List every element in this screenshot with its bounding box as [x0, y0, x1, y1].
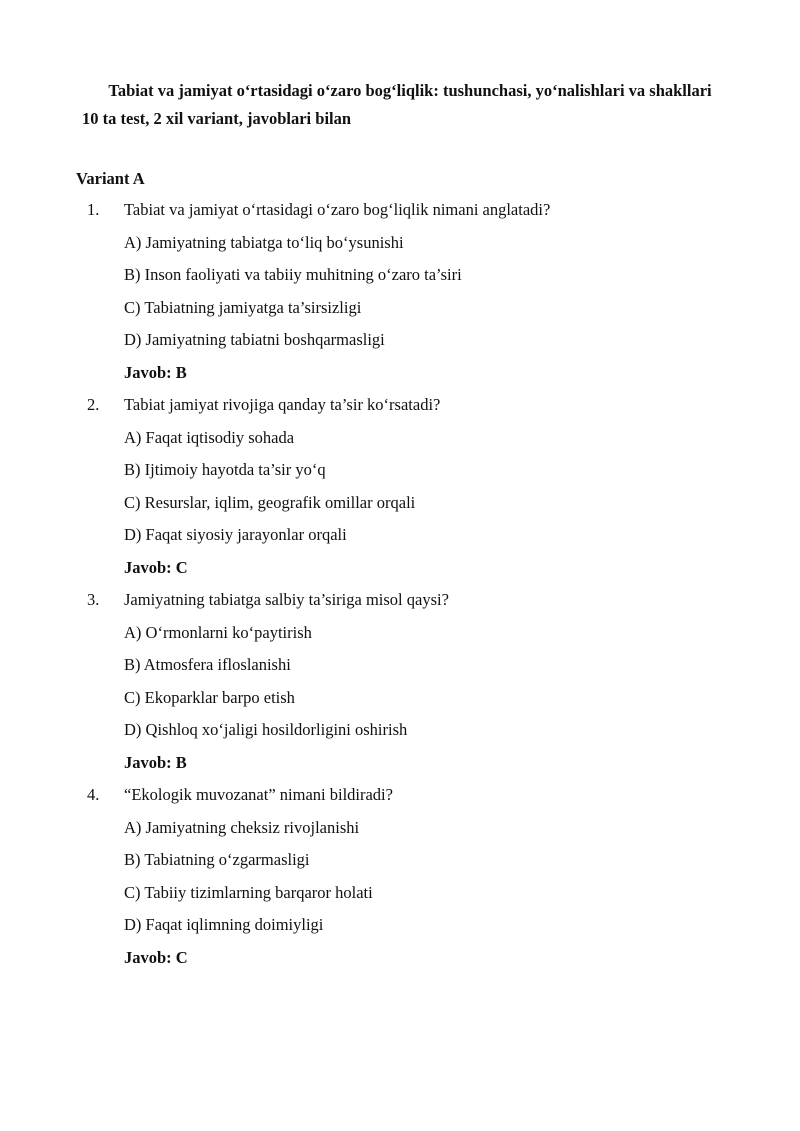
question-line: [80, 389, 720, 422]
answer-option: D) Jamiyatning tabiatni boshqarmasligi: [124, 330, 385, 349]
question-item: [80, 584, 720, 779]
answer-option: C) Tabiiy tizimlarning barqaror holati: [124, 882, 373, 902]
document-subtitle: 10 ta test, 2 xil variant, javoblari bilan: [82, 109, 352, 128]
question-number: 4.: [87, 785, 100, 804]
answer-option: C) Tabiatning jamiyatga ta’sirsizligi: [124, 297, 362, 317]
answer-option: A) Faqat iqtisodiy sohada: [124, 427, 295, 447]
answer-option: A) Jamiyatning tabiatga to‘liq bo‘ysunishi: [124, 232, 404, 252]
answer-key: Javob: C: [124, 557, 188, 577]
question-text: Tabiat va jamiyat o‘rtasidagi o‘zaro bog‘liqlik nimani anglatadi?: [124, 200, 551, 219]
question-text: Tabiat jamiyat rivojiga qanday ta’sir ko‘rsatadi?: [124, 395, 441, 414]
variant-heading: Variant A: [76, 169, 145, 188]
question-number: 3.: [87, 590, 100, 609]
question-item: [80, 779, 720, 974]
question-line: [80, 584, 720, 617]
answer-option: B) Atmosfera ifloslanishi: [124, 655, 291, 674]
question-list: [80, 194, 720, 974]
answer-key: Javob: C: [124, 947, 188, 967]
question-item: [80, 389, 720, 584]
answer-option: B) Tabiatning o‘zgarmasligi: [124, 850, 310, 869]
question-number: 1.: [87, 200, 100, 219]
answer-option: A) Jamiyatning cheksiz rivojlanishi: [124, 817, 360, 837]
question-line: [80, 194, 720, 227]
answer-key: Javob: B: [124, 362, 187, 382]
document-title: Tabiat va jamiyat o‘rtasidagi o‘zaro bog‘liqlik: tushunchasi, yo‘nalishlari va shakllari: [108, 81, 712, 100]
question-text: Jamiyatning tabiatga salbiy ta’siriga misol qaysi?: [124, 590, 449, 609]
answer-option: D) Faqat siyosiy jarayonlar orqali: [124, 525, 347, 544]
answer-option: D) Faqat iqlimning doimiyligi: [124, 915, 324, 934]
answer-option: A) O‘rmonlarni ko‘paytirish: [124, 622, 312, 642]
question-number: 2.: [87, 395, 100, 414]
question-line: [80, 779, 720, 812]
answer-option: C) Resurslar, iqlim, geografik omillar orqali: [124, 492, 416, 512]
question-text: “Ekologik muvozanat” nimani bildiradi?: [124, 785, 393, 804]
answer-option: C) Ekoparklar barpo etish: [124, 687, 295, 707]
answer-option: B) Inson faoliyati va tabiiy muhitning o‘zaro ta’siri: [124, 265, 462, 284]
answer-option: B) Ijtimoiy hayotda ta’sir yo‘q: [124, 460, 326, 479]
answer-key: Javob: B: [124, 752, 187, 772]
answer-option: D) Qishloq xo‘jaligi hosildorligini oshirish: [124, 720, 408, 739]
question-item: [80, 194, 720, 389]
